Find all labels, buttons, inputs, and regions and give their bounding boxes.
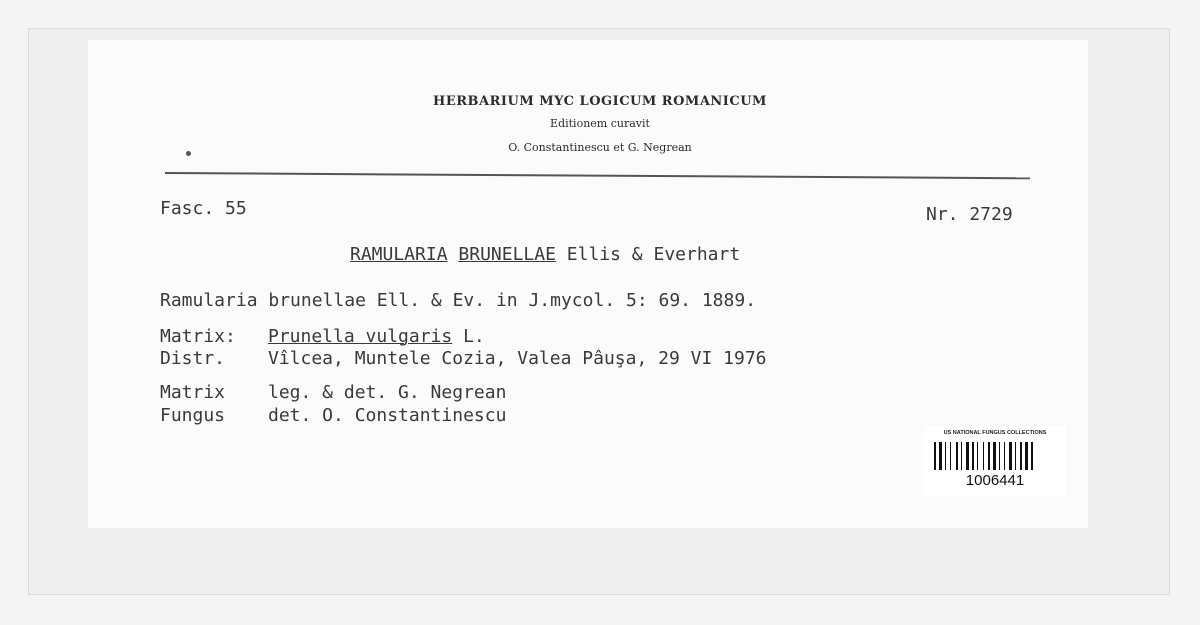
barcode-bar [983,442,984,470]
barcode-bar [979,442,982,470]
barcode-bar [1031,442,1033,470]
barcode-bar [988,442,990,470]
barcode-bar [1020,442,1022,470]
barcode-bar [1006,442,1008,470]
barcode-bar [1013,442,1014,470]
barcode-bar [999,442,1000,470]
barcode-bar [1023,442,1024,470]
taxon-name [350,244,740,265]
barcode-bar [966,442,969,470]
matrix-collector-label: Matrix [160,382,226,403]
barcode-bar [945,442,946,470]
barcode-bar [993,442,996,470]
barcode-bar [961,442,962,470]
barcode-bar [956,442,958,470]
barcode-bar [1009,442,1012,470]
barcode-bar [963,442,965,470]
barcode-bar [1029,442,1030,470]
exsiccata-number: Nr. 2729 [926,204,1013,225]
barcode-bar [1001,442,1003,470]
herbarium-title: HERBARIUM MYC LOGICUM ROMANICUM [433,94,767,109]
barcode-bar [1004,442,1005,470]
barcode-bar [943,442,944,470]
barcode-label [924,426,1066,496]
barcode-bar [1015,442,1016,470]
barcode-icon [934,442,1056,470]
barcode-bar [975,442,976,470]
citation: Ramularia brunellae Ell. & Ev. in J.mycol. 5: 69. 1889. [160,290,757,311]
barcode-bar [991,442,992,470]
barcode-bar [1017,442,1019,470]
barcode-bar [977,442,978,470]
barcode-number: 1006441 [965,472,1025,489]
barcode-bar [939,442,942,470]
fungus-label: Fungus [160,405,226,426]
barcode-bar [997,442,998,470]
matrix-value [268,326,485,347]
matrix-species: Prunella vulgaris [268,326,453,347]
barcode-bar [950,442,951,470]
fascicle-number: Fasc. 55 [160,198,247,219]
matrix-author: L. [463,326,485,347]
barcode-bar [972,442,974,470]
taxon-species: BRUNELLAE [458,244,556,265]
fungus-value: det. O. Constantinescu [268,405,507,426]
barcode-bar [937,442,938,470]
barcode-title: US NATIONAL FUNGUS COLLECTIONS [943,430,1047,436]
barcode-bar [947,442,949,470]
dot-mark [186,151,191,156]
editors-caption: Editionem curavit [550,117,650,130]
matrix-label: Matrix: [160,326,236,347]
barcode-bar [934,442,936,470]
barcode-bar [952,442,955,470]
matrix-collector-value: leg. & det. G. Negrean [268,382,507,403]
barcode-bar [1025,442,1028,470]
editors-names: O. Constantinescu et G. Negrean [508,141,692,154]
taxon-author: Ellis & Everhart [566,244,741,265]
barcode-bar [970,442,971,470]
barcode-bar [959,442,960,470]
distribution-label: Distr. [160,348,226,369]
distribution-value: Vîlcea, Muntele Cozia, Valea Pâuşa, 29 VI 1976 [268,348,767,369]
barcode-bar [985,442,987,470]
taxon-genus: RAMULARIA [350,244,448,265]
